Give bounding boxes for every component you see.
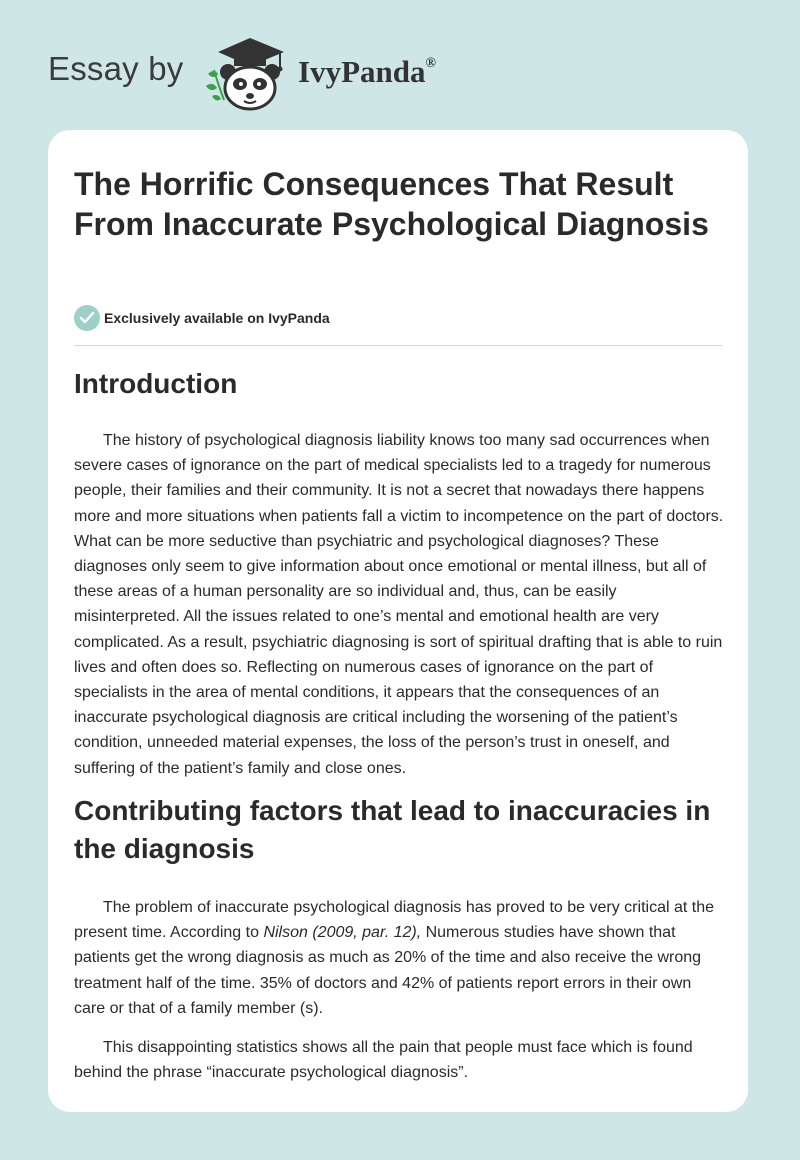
essay-card bbox=[48, 130, 748, 1112]
essay-by-label: Essay by bbox=[48, 50, 184, 87]
citation: Nilson (2009, par. 12), bbox=[263, 924, 422, 942]
brand-name[interactable] bbox=[298, 54, 436, 90]
section-heading-introduction: Introduction bbox=[74, 368, 238, 399]
panda-graduate-icon[interactable] bbox=[200, 34, 292, 112]
registered-mark: ® bbox=[425, 55, 436, 71]
checkmark-icon bbox=[74, 305, 100, 331]
site-header bbox=[48, 34, 508, 114]
divider bbox=[74, 345, 722, 346]
brand-text: IvyPanda bbox=[298, 54, 426, 89]
exclusive-badge-label: Exclusively available on IvyPanda bbox=[104, 310, 330, 326]
section-heading-contributing-factors: Contributing factors that lead to inaccuracies in the diagnosis bbox=[74, 795, 711, 864]
paragraph-contributing-2: This disappointing statistics shows all the pain that people must face which is found behind the phrase “inaccurate psychological diagnosis”. bbox=[74, 1039, 693, 1082]
page-title: The Horrific Consequences That Result From Inaccurate Psychological Diagnosis bbox=[74, 166, 709, 242]
paragraph-text: The problem of inaccurate psychological diagnosis has proved to be very critical at the present time. According to bbox=[74, 899, 714, 942]
exclusive-badge bbox=[74, 305, 474, 333]
paragraph-text: Numerous studies have shown that patients get the wrong diagnosis as much as 20% of the time and also receive the wrong treatment half of the time. 35% of doctors and 42% of patients report errors in their own care or that of a family member (s). bbox=[74, 924, 702, 1017]
paragraph-introduction: The history of psychological diagnosis liability knows too many sad occurrences when severe cases of ignorance on the part of medical specialists led to a tragedy for numerous people, their families and their community. It is not a secret that nowadays there happens more and more situations when patients fall a victim to incompetence on the part of doctors. What can be more seductive than psychiatric and psychological diagnoses? These diagnoses only seem to give information about once emotional or mental illness, but all of these areas of a human personality are so individual and, thus, can be easily misinterpreted. All the issues related to one’s mental and emotional health are very complicated. As a result, psychiatric diagnosing is sort of spiritual drafting that is able to ruin lives and often does so. Reflecting on numerous cases of ignorance on the part of specialists in the area of mental conditions, it appears that the consequences of an inaccurate psychological diagnosis are critical including the worsening of the patient’s condition, unneeded material expenses, the loss of the person’s trust in oneself, and suffering of the patient’s family and close ones. bbox=[74, 432, 724, 777]
paragraph-contributing-1 bbox=[74, 895, 724, 1021]
